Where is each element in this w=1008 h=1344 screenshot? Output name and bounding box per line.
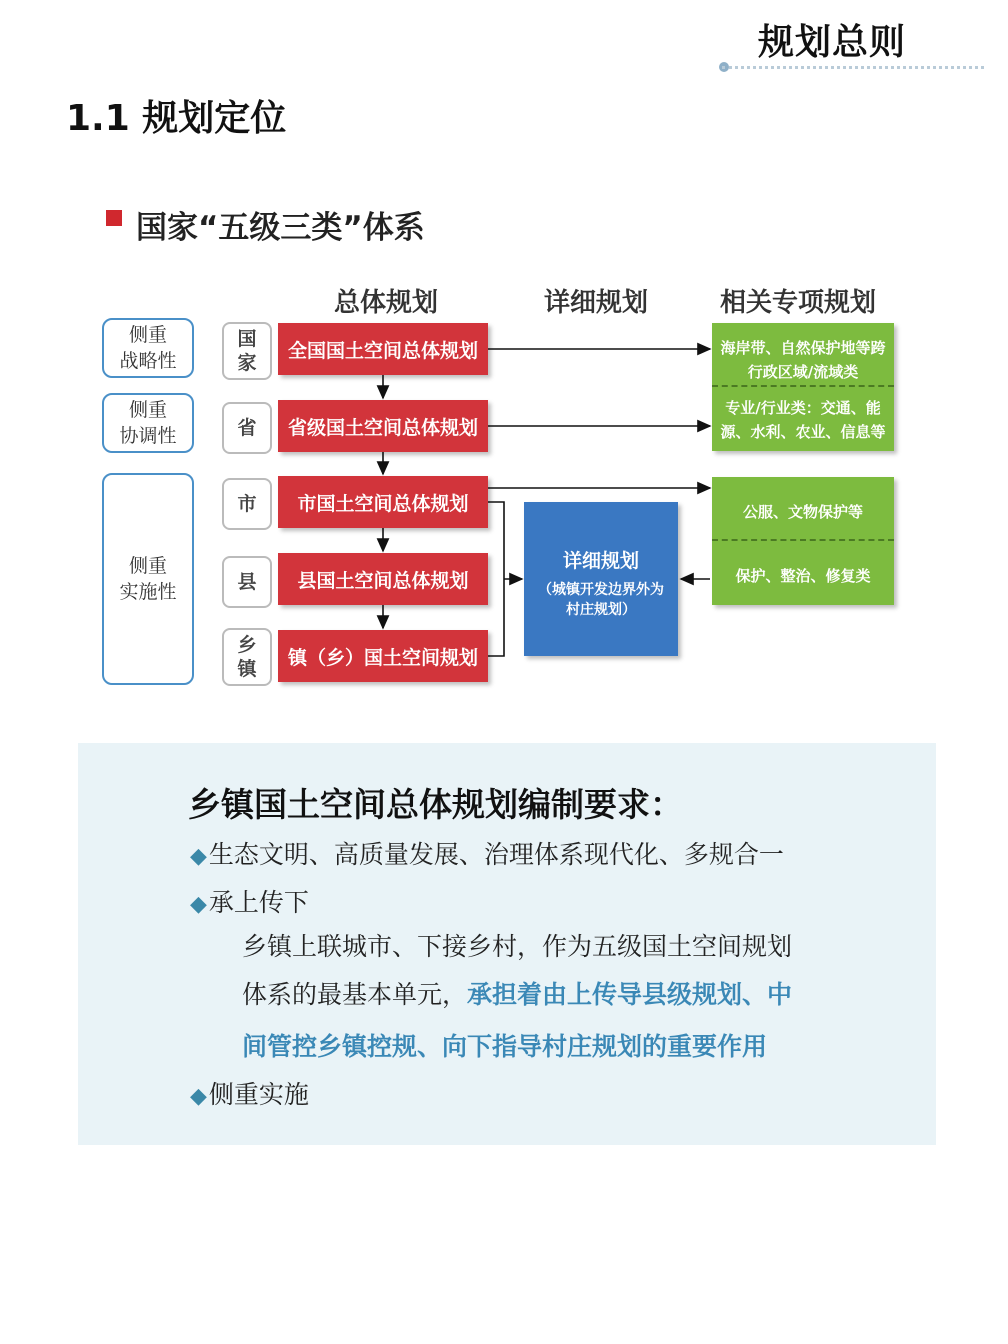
plan-provincial: 省级国土空间总体规划 [278, 400, 488, 452]
emphasis-implementation: 侧重 实施性 [102, 473, 194, 685]
special-top-line4: 源、水利、农业、信息等 [720, 423, 886, 441]
requirements-panel [78, 743, 936, 1145]
diamond-bullet-icon: ◆ [190, 1084, 207, 1109]
special-top-line3: 专业/行业类：交通、能 [725, 399, 881, 417]
requirements-title: 乡镇国土空间总体规划编制要求： [188, 785, 683, 824]
level-nation: 国 家 [222, 322, 272, 380]
bullet-ecology-text: 生态文明、高质量发展、治理体系现代化、多规合一 [208, 840, 784, 869]
level-province: 省 [222, 402, 272, 454]
plan-county: 县国土空间总体规划 [278, 553, 488, 605]
special-bottom-line1: 公服、文物保护等 [742, 503, 863, 521]
bullet-bridge [190, 883, 309, 919]
bullet-implementation [190, 1075, 309, 1111]
header-divider [722, 66, 984, 69]
special-top-line2: 行政区域/流域类 [747, 363, 859, 381]
bracket-city-township [488, 502, 504, 656]
detailed-plan-note2: 村庄规划） [566, 602, 636, 618]
column-special: 相关专项规划 [720, 288, 877, 318]
plan-national: 全国国土空间总体规划 [278, 323, 488, 375]
para-line2-highlight: 承担着由上传导县级规划、中 [467, 980, 793, 1009]
level-township: 乡 镇 [222, 628, 272, 686]
plan-city: 市国土空间总体规划 [278, 476, 488, 528]
para-line2 [242, 971, 882, 1019]
special-bottom-line2: 保护、整治、修复类 [735, 567, 871, 585]
diagram-connectors [92, 180, 912, 730]
column-detailed: 详细规划 [544, 288, 649, 318]
bullet-implementation-text: 侧重实施 [208, 1080, 309, 1109]
plan-township: 镇（乡）国土空间规划 [278, 630, 488, 682]
section-title: 规划总则 [758, 22, 907, 63]
detailed-plan-title: 详细规划 [562, 550, 639, 572]
bullet-bridge-text: 承上传下 [208, 888, 309, 917]
bridge-paragraph [242, 923, 882, 1071]
emphasis-strategic: 侧重 战略性 [102, 318, 194, 378]
page-heading: 1.1 规划定位 [66, 98, 287, 139]
planning-system-diagram [92, 180, 912, 730]
para-line2-plain: 体系的最基本单元， [242, 980, 468, 1009]
para-line3-highlight: 间管控乡镇控规、向下指导村庄规划的重要作用 [242, 1032, 768, 1061]
bullet-ecology [190, 835, 784, 871]
diagram-title: 国家“五级三类”体系 [136, 210, 425, 246]
level-county: 县 [222, 556, 272, 608]
special-top-line1: 海岸带、自然保护地等跨 [720, 339, 886, 357]
emphasis-coordination: 侧重 协调性 [102, 393, 194, 453]
diamond-bullet-icon: ◆ [190, 892, 207, 917]
column-general: 总体规划 [334, 288, 439, 318]
level-city: 市 [222, 478, 272, 530]
detailed-plan-note1: （城镇开发边界外为 [538, 582, 664, 598]
para-line1: 乡镇上联城市、下接乡村，作为五级国土空间规划 [242, 932, 793, 961]
diamond-bullet-icon: ◆ [190, 844, 207, 869]
